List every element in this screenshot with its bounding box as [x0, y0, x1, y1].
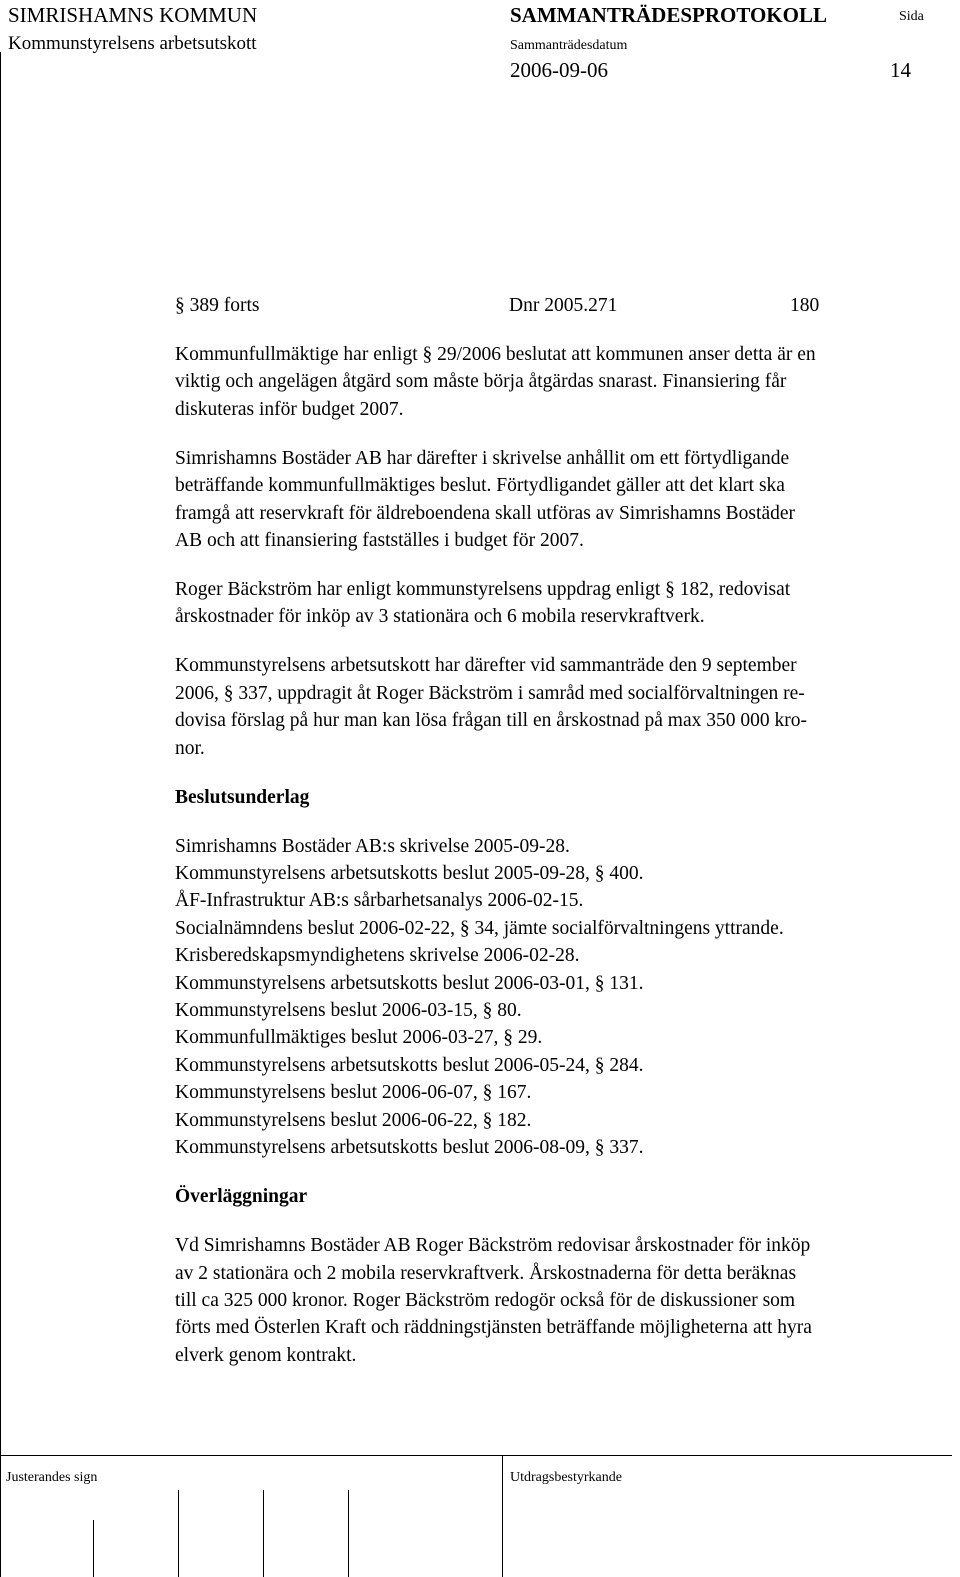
- document-body: [175, 292, 960, 1369]
- paragraph-4-line: nor.: [175, 737, 205, 759]
- justerandes-sign-label: Justerandes sign: [6, 1470, 98, 1485]
- item-dnr: Dnr 2005.271: [509, 295, 618, 316]
- overlaggningar-line: till ca 325 000 kronor. Roger Bäckström redogör också för de diskussioner som: [175, 1289, 796, 1311]
- reference-item: ÅF-Infrastruktur AB:s sårbarhetsanalys 2006-02-15.: [175, 890, 584, 912]
- item-code: 180: [790, 295, 820, 316]
- reference-item: Kommunstyrelsens beslut 2006-06-22, § 182.: [175, 1109, 532, 1131]
- overlaggningar-line: av 2 stationära och 2 mobila reservkraftverk. Årskostnaderna för detta beräknas: [175, 1262, 797, 1284]
- paragraph-1: [175, 341, 960, 423]
- overlaggningar-line: elverk genom kontrakt.: [175, 1344, 357, 1366]
- utdragsbestyrkande-label: Utdragsbestyrkande: [510, 1470, 622, 1485]
- paragraph-4-line: Kommunstyrelsens arbetsutskott har därefter vid sammanträde den 9 september: [175, 655, 797, 677]
- item-line: [175, 292, 960, 319]
- page-number: 14: [890, 58, 911, 82]
- paragraph-4-line: dovisa förslag på hur man kan lösa frågan till en årskostnad på max 350 000 kro-: [175, 710, 807, 732]
- reference-item: Kommunstyrelsens arbetsutskotts beslut 2005-09-28, § 400.: [175, 863, 644, 885]
- paragraph-2: [175, 445, 960, 555]
- signature-box-divider: [348, 1490, 349, 1577]
- overlaggningar-heading: Överläggningar: [175, 1186, 308, 1208]
- reference-item: Simrishamns Bostäder AB:s skrivelse 2005-09-28.: [175, 835, 570, 857]
- signature-box-divider: [263, 1490, 264, 1577]
- paragraph-1-line: Kommunfullmäktige har enligt § 29/2006 beslutat att kommunen anser detta är en: [175, 343, 816, 365]
- committee-name: Kommunstyrelsens arbetsutskott: [8, 33, 257, 54]
- reference-item: Kommunstyrelsens arbetsutskotts beslut 2006-03-01, § 131.: [175, 972, 644, 994]
- paragraph-4-line: 2006, § 337, uppdragit åt Roger Bäckström i samråd med socialförvaltningen re-: [175, 682, 805, 704]
- footer-separator-line: [0, 1455, 952, 1456]
- signature-box-divider: [93, 1520, 94, 1577]
- reference-item: Kommunstyrelsens arbetsutskotts beslut 2006-05-24, § 284.: [175, 1054, 644, 1076]
- reference-item: Kommunstyrelsens beslut 2006-03-15, § 80.: [175, 1000, 522, 1022]
- reference-item: Kommunstyrelsens arbetsutskotts beslut 2006-08-09, § 337.: [175, 1137, 644, 1159]
- paragraph-2-line: Simrishamns Bostäder AB har därefter i skrivelse anhållit om ett förtydligande: [175, 447, 790, 469]
- left-border-line: [0, 52, 1, 1577]
- paragraph-3-line: Roger Bäckström har enligt kommunstyrelsens uppdrag enligt § 182, redovisat: [175, 579, 791, 601]
- reference-item: Socialnämndens beslut 2006-02-22, § 34, jämte socialförvaltningens yttrande.: [175, 917, 784, 939]
- beslutsunderlag-heading: Beslutsunderlag: [175, 786, 310, 808]
- overlaggningar-paragraph: [175, 1232, 960, 1369]
- paragraph-2-line: beträffande kommunfullmäktiges beslut. Förtydligandet gäller att det klart ska: [175, 475, 785, 497]
- meeting-date: 2006-09-06: [510, 58, 608, 82]
- overlaggningar-line: Vd Simrishamns Bostäder AB Roger Bäckström redovisar årskostnader för inköp: [175, 1235, 811, 1257]
- paragraph-2-line: AB och att finansiering fastställes i budget för 2007.: [175, 530, 584, 552]
- paragraph-3: [175, 576, 960, 631]
- paragraph-1-line: viktig och angelägen åtgärd som måste börja åtgärdas snarast. Finansiering får: [175, 371, 787, 393]
- reference-item: Kommunfullmäktiges beslut 2006-03-27, § 29.: [175, 1027, 543, 1049]
- item-section: § 389 forts: [175, 295, 260, 316]
- page-label: Sida: [899, 9, 924, 24]
- reference-item: Kommunstyrelsens beslut 2006-06-07, § 167.: [175, 1082, 532, 1104]
- overlaggningar-line: förts med Österlen Kraft och räddningstjänsten beträffande möjligheterna att hyra: [175, 1317, 812, 1339]
- paragraph-4: [175, 652, 960, 762]
- beslutsunderlag-list: [175, 833, 960, 1162]
- protocol-title: SAMMANTRÄDESPROTOKOLL: [510, 3, 827, 27]
- municipality-name: SIMRISHAMNS KOMMUN: [8, 3, 258, 27]
- signature-box-divider: [178, 1490, 179, 1577]
- date-label: Sammanträdesdatum: [510, 38, 628, 53]
- signature-box-divider: [502, 1456, 503, 1577]
- paragraph-1-line: diskuteras inför budget 2007.: [175, 398, 404, 420]
- paragraph-2-line: framgå att reservkraft för äldreboendena skall utföras av Simrishamns Bostäder: [175, 502, 795, 524]
- reference-item: Krisberedskapsmyndighetens skrivelse 2006-02-28.: [175, 945, 580, 967]
- paragraph-3-line: årskostnader för inköp av 3 stationära och 6 mobila reservkraftverk.: [175, 606, 705, 628]
